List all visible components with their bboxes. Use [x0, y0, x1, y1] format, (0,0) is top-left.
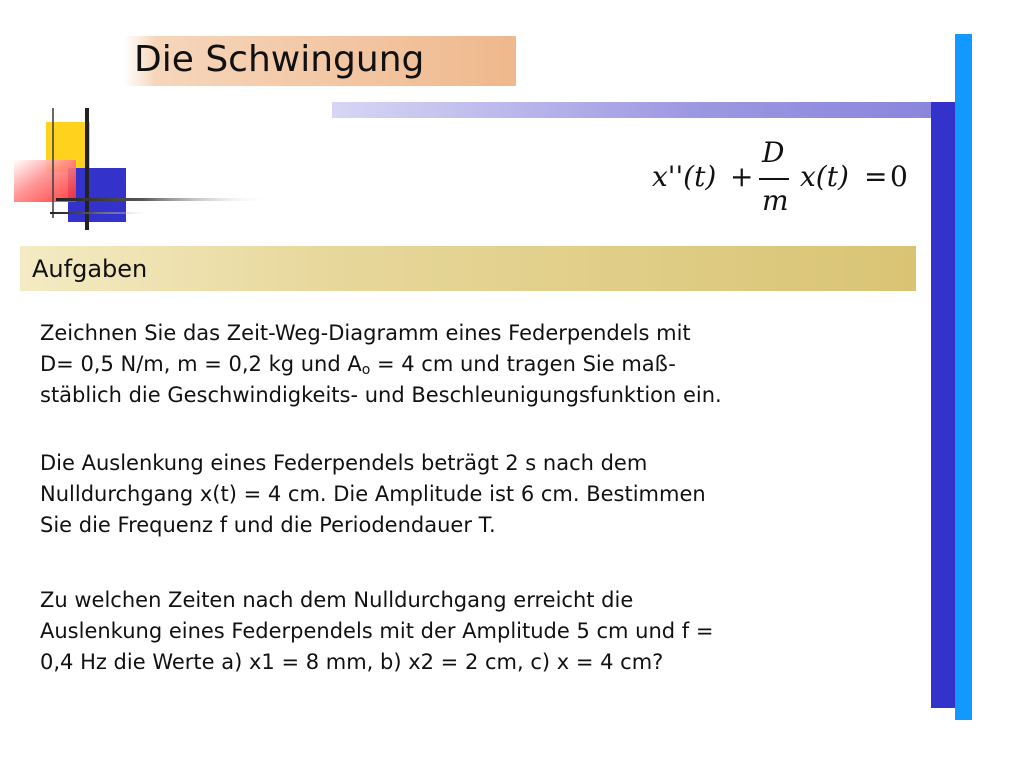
formula-plus: + — [730, 160, 754, 193]
oscillation-equation — [648, 136, 928, 220]
formula-lhs: x''(t) — [652, 160, 717, 193]
task-1-line-2 — [40, 349, 920, 380]
slide-title: Die Schwingung — [134, 39, 425, 80]
vertical-accent-bar-blue — [931, 102, 955, 708]
task-3-line-2: Auslenkung eines Federpendels mit der Amplitude 5 cm und f = — [40, 619, 714, 643]
fraction-bar — [759, 178, 789, 180]
amplitude-subscript: o — [361, 362, 371, 378]
task-1-line-2-end: = 4 cm und tragen Sie maß- — [370, 352, 676, 376]
task-2-line-1: Die Auslenkung eines Federpendels beträgt 2 s nach dem — [40, 451, 648, 475]
task-1-line-2-start: D= 0,5 N/m, m = 0,2 kg und A — [40, 352, 362, 376]
formula-equals: = — [864, 160, 888, 193]
section-header-background — [20, 246, 916, 291]
task-paragraph-1 — [40, 318, 920, 411]
section-heading: Aufgaben — [32, 255, 148, 283]
horizontal-accent-bar — [332, 102, 932, 118]
formula-rhs: 0 — [890, 160, 908, 193]
task-paragraph-3 — [40, 585, 920, 678]
formula-numerator: D — [762, 136, 785, 169]
formula-term: x(t) — [800, 160, 849, 193]
task-3-line-1: Zu welchen Zeiten nach dem Nulldurchgang erreicht die — [40, 588, 634, 612]
task-1-line-3: stäblich die Geschwindigkeits- und Beschleunigungsfunktion ein. — [40, 383, 722, 407]
task-paragraph-2 — [40, 448, 920, 541]
formula-denominator: m — [762, 184, 789, 217]
task-3-line-3: 0,4 Hz die Werte a) x1 = 8 mm, b) x2 = 2 cm, c) x = 4 cm? — [40, 650, 664, 674]
task-1-line-1: Zeichnen Sie das Zeit-Weg-Diagramm eines Federpendels mit — [40, 321, 691, 345]
decorative-squares-logo — [10, 108, 270, 238]
task-2-line-3: Sie die Frequenz f und die Periodendauer T. — [40, 513, 496, 537]
vertical-accent-bar-cyan — [955, 34, 972, 720]
task-2-line-2: Nulldurchgang x(t) = 4 cm. Die Amplitude ist 6 cm. Bestimmen — [40, 482, 706, 506]
